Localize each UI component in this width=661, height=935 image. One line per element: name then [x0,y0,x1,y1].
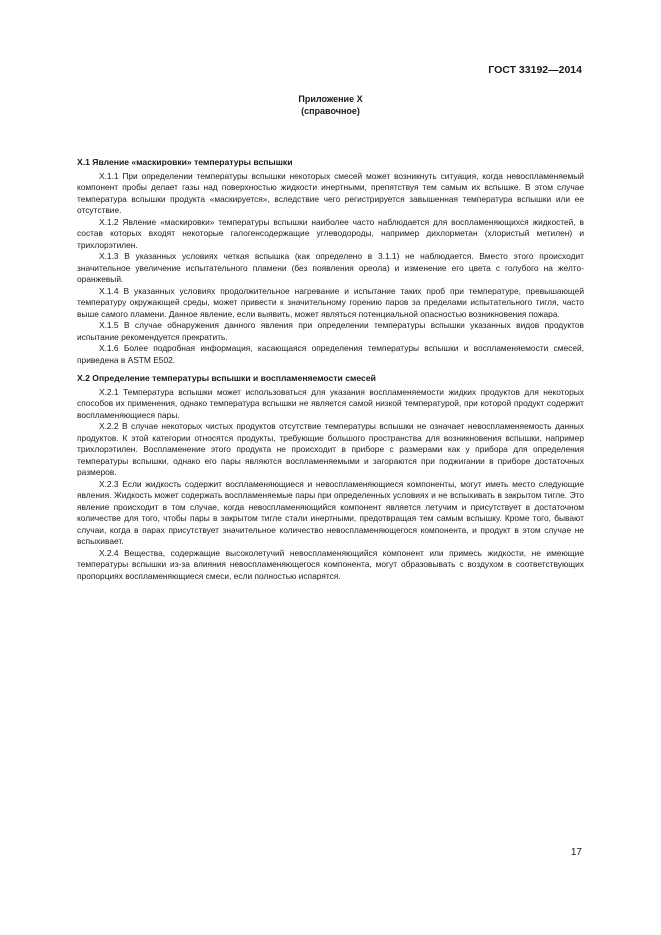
paragraph-x2-4: X.2.4 Вещества, содержащие высоколетучий невоспламеняющийся компонент или примесь жидкости, не имеющие температуры вспышки из-за влияния невоспламеняющегося компонента, могут образовывать с воздухом в соответствующих пропорциях воспламеняющиеся смеси, если полностью испарятся. [77,547,584,581]
page-number: 17 [570,847,582,858]
document-body [77,157,584,582]
appendix-subtitle: (справочное) [301,106,360,116]
paragraph-x1-1: X.1.1 При определении температуры вспышки некоторых смесей может возникнуть ситуация, когда невоспламеняемый компонент пробы делает газы над поверхностью жидкости инертными, препятствуя тем самым их вспышке. В этом случае температура вспышки продукта «маскируется», вследствие чего регистрируется завышенная температура вспышки или ее отсутствие. [77,170,584,215]
paragraph-x2-3: X.2.3 Если жидкость содержит воспламеняющиеся и невоспламеняющиеся компоненты, могут иметь место следующие явления. Жидкость может содержать воспламеняемые пары при определенных условиях и не вспыхивать в закрытом тигле. Это явление происходит в том случае, когда невоспламеняющийся компонент является летучим и присутствует в достаточном количестве для того, чтобы пары в закрытом тигле стали инертными, предотвращая тем самым вспышку. Кроме того, бывают случаи, когда в парах присутствует значительное количество невоспламеняющегося компонента, и продукт в этом случае не вспыхивает. [77,478,584,546]
paragraph-x1-5: X.1.5 В случае обнаружения данного явления при определении температуры вспышки указанных видов продуктов испытание рекомендуется прекратить. [77,320,584,342]
appendix-title: Приложение X [298,94,363,104]
section-heading: X.1 Явление «маскировки» температуры вспышки [77,157,293,167]
paragraph-x1-2: X.1.2 Явление «маскировки» температуры вспышки наиболее часто наблюдается для воспламеняющихся жидкостей, в состав которых входят некоторые галогенсодержащие углеводороды, например дихлорметан (хлористый метилен) и трихлорэтилен. [77,216,584,250]
appendix-title-block [0,93,661,117]
section-x1 [77,157,584,366]
paragraph-x1-3: X.1.3 В указанных условиях четкая вспышка (как определено в 3.1.1) не наблюдается. Вместо этого происходит значительное увеличение испытательного пламени (без появления ореола) и изменение его цвета с голубого на желто-оранжевый. [77,251,584,284]
paragraph-x2-1: X.2.1 Температура вспышки может использоваться для указания воспламеняемости жидких продуктов для некоторых способов их применения, однако температура вспышки не является самой низкой температурой, при которой продукт содержит воспламеняющиеся пары. [77,386,584,420]
section-heading: X.2 Определение температуры вспышки и воспламеняемости смесей [77,373,376,383]
paragraph-x1-4: X.1.4 В указанных условиях продолжительное нагревание и испытание таких проб при температуре, превышающей температуру окружающей среды, может привести к значительному горению паров за пределами испытательного тигля, часто выше самого пламени. Данное явление, если выявить, может являться потенциальной опасностью возникновения пожара. [77,285,584,319]
section-divider-space [77,366,584,373]
document-header-standard-number: ГОСТ 33192—2014 [488,64,582,76]
paragraph-x2-2: X.2.2 В случае некоторых чистых продуктов отсутствие температуры вспышки не означает невоспламеняемость данных продуктов. К этой категории относятся продукты, требующие большого пространства для возникновения вспышки, например трихлорэтилен. Воспламенение этого продукта не происходит в приборе с размерами как у прибора для определения температуры вспышки, однако его пары являются воспламеняемыми и загораются при поджигании в приборе достаточных размеров. [77,421,584,477]
paragraph-x1-6: X.1.6 Более подробная информация, касающаяся определения температуры вспышки и воспламеняемости смесей, приведена в ASTM E502. [77,343,584,365]
section-x2 [77,373,584,582]
